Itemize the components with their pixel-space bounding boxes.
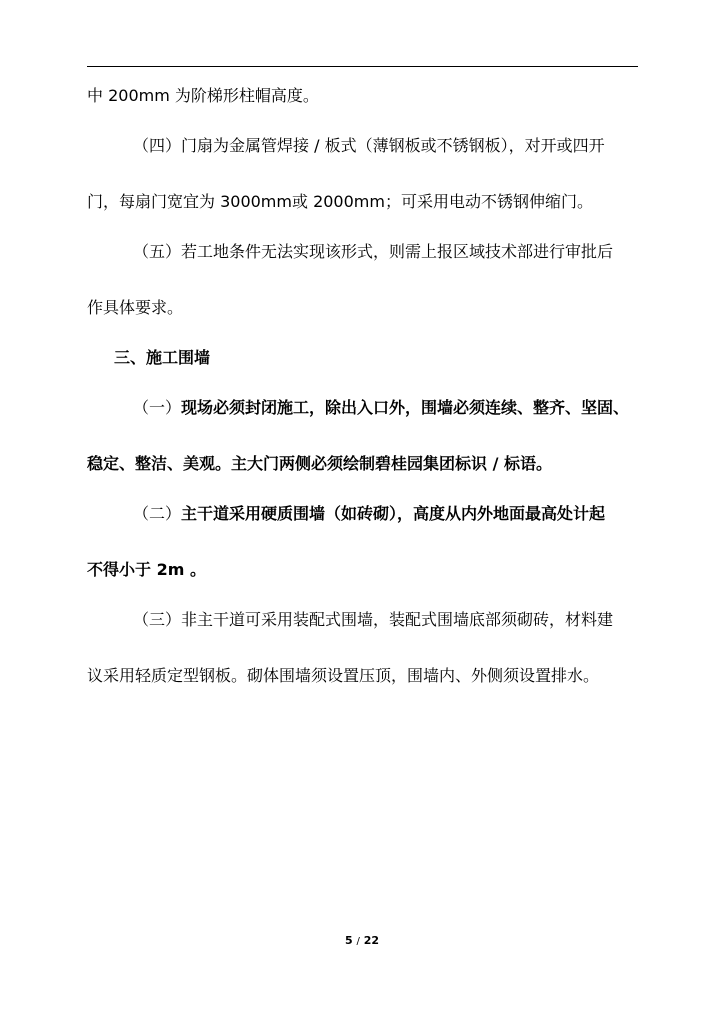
paragraph-line: 中 200mm 为阶梯形柱帽高度。 [87, 86, 319, 105]
page-separator: / [356, 936, 360, 947]
paragraph-line: 稳定、整洁、美观。主大门两侧必须绘制碧桂园集团标识 / 标语。 [87, 454, 552, 473]
paragraph-line: 作具体要求。 [87, 298, 184, 317]
header-rule [87, 66, 638, 67]
paragraph-line [133, 398, 693, 418]
item-marker: （一） [133, 398, 182, 417]
paragraph-line [133, 504, 693, 524]
paragraph-line: 议采用轻质定型钢板。砌体围墙须设置压顶，围墙内、外侧须设置排水。 [87, 666, 600, 685]
item-marker: （二） [133, 504, 182, 523]
paragraph-line: （五）若工地条件无法实现该形式，则需上报区域技术部进行审批后 [133, 242, 614, 261]
page-total: 22 [363, 934, 380, 947]
section-heading: 三、施工围墙 [114, 348, 211, 367]
paragraph-line: （三）非主干道可采用装配式围墙，装配式围墙底部须砌砖，材料建 [133, 610, 614, 629]
paragraph-line: 门，每扇门宽宜为 3000mm或 2000mm；可采用电动不锈钢伸缩门。 [87, 192, 593, 211]
page-current: 5 [344, 934, 353, 947]
bold-text: 现场必须封闭施工，除出入口外，围墙必须连续、整齐、坚固、 [181, 398, 630, 417]
paragraph-line: 不得小于 2m 。 [87, 560, 206, 579]
bold-text: 主干道采用硬质围墙（如砖砌），高度从内外地面最高处计起 [181, 504, 606, 523]
page-number [0, 934, 724, 947]
paragraph-line: （四）门扇为金属管焊接 / 板式（薄钢板或不锈钢板），对开或四开 [133, 136, 605, 155]
